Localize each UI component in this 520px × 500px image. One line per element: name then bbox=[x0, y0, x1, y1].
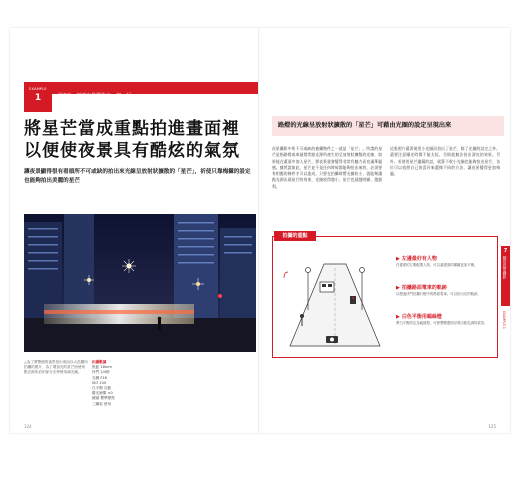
night-scene-illustration bbox=[24, 214, 256, 352]
spec-line: 焦距 18mm bbox=[92, 365, 112, 370]
spec-line: 光圈 F16 bbox=[92, 375, 107, 380]
shooting-points-tab bbox=[274, 231, 316, 241]
subhead-banner bbox=[272, 116, 504, 136]
point-desc: 在畫面的左側配置人物，可以讓畫面的構圖更加平衡。 bbox=[396, 263, 478, 267]
chapter-number: 7 bbox=[503, 248, 508, 254]
shooting-points-label: 拍攝的重點 bbox=[282, 233, 308, 239]
side-example-label: EXAMPLE 1 bbox=[502, 311, 506, 329]
arrow-right-icon: ▶ bbox=[396, 285, 400, 291]
point-people-left bbox=[396, 256, 496, 268]
body-column-1: 夜景攝影中所不可或缺的被攝物件之一就是「星芒」。所謂的星芒是指路燈或車頭燈等點光源所產生的呈放射狀擴散的光線，如果能在畫面中加入星芒，那夜景就會變得非常有魅力而充滿華麗感。雖然說如此，星芒並不是任何時候都能夠拍出來的，必須要有相應的條件才可以達成。只要在拍攝時將光圈收小，就能夠讓點光源出現星芒的效果，光圈收得越小，星芒也就越明顯、越銳利。 bbox=[272, 146, 382, 189]
photo-caption: △為了將整個的夜景拍出來而以大范圍所拍攝的照片，為了增加光的星芒而使用點光源所佔的部分光學使用減光鏡。 bbox=[24, 360, 88, 375]
point-desc: 以慢速快門拍攝行駛中的路面電車，可以拍出光的軌跡。 bbox=[396, 292, 481, 296]
spec-line: ISO 100 bbox=[92, 380, 107, 385]
spec-line: 白平衡 自動 bbox=[92, 386, 112, 391]
point-title: 左邊最好有人物 bbox=[401, 256, 437, 262]
page-number-right: 125 bbox=[488, 424, 496, 429]
night-street-photo bbox=[24, 214, 256, 352]
chapter-side-title: 創意夜景攝影 bbox=[503, 256, 508, 279]
headline-line-2: 以便使夜景具有酷炫的氣氛 bbox=[24, 141, 240, 161]
point-title: 拍攝路面電車的軌跡 bbox=[401, 285, 447, 291]
headline-line-1: 將星芒當成重點拍進畫面裡 bbox=[24, 119, 240, 139]
scene-diagram bbox=[280, 250, 390, 354]
right-page bbox=[260, 28, 510, 433]
left-page bbox=[10, 28, 260, 433]
chapter-side-tab bbox=[501, 246, 510, 306]
point-title: 白色平衡用鎢絲燈 bbox=[401, 314, 442, 320]
person-icon bbox=[300, 314, 304, 318]
example-number: 1 bbox=[34, 93, 42, 103]
chapter-label: 第7章 創意夜景攝影之一把一起 bbox=[58, 93, 132, 99]
headline bbox=[24, 118, 256, 162]
example-badge bbox=[24, 82, 52, 112]
chapter-bar bbox=[52, 82, 260, 99]
shooting-data-title: 拍攝數據 bbox=[92, 360, 107, 364]
spec-line: 曝光補償 ±0 bbox=[92, 391, 113, 396]
body-column-2: 這張照片藉著使用小光圈而拍出了星芒，除了光圈的設定之外，還要注意曝光時間不能太短，否則就無法拍出漂亮的效果。另外，若使用星芒濾鏡的話，就算不收小光圈也能夠拍出星芒，各位可以依照自己的喜好來選擇不同的方法，讓夜景變得更加絢麗。 bbox=[390, 146, 500, 177]
page-number-left: 124 bbox=[24, 424, 32, 429]
shooting-data bbox=[92, 360, 142, 407]
spec-line: 三腳架 使用 bbox=[92, 401, 112, 406]
point-white-balance bbox=[396, 314, 496, 326]
arrow-right-icon: ▶ bbox=[396, 314, 400, 320]
spec-line: 快門 1/4秒 bbox=[92, 370, 110, 375]
arrow-right-icon: ▶ bbox=[396, 256, 400, 262]
point-desc: 將白平衡設定為鎢絲燈，可使整體畫面呈現出藍色調的氣氛。 bbox=[396, 321, 488, 325]
example-label: EXAMPLE bbox=[29, 87, 47, 91]
spec-line: 鏡頭 標準變焦 bbox=[92, 396, 115, 401]
book-spread bbox=[10, 28, 510, 433]
subhead-text: 路燈的光線呈放射狀擴散的「星芒」可藉由光圈的設定呈現出來 bbox=[278, 122, 452, 129]
lead-paragraph: 讓夜景顯得很有看頭所不可或缺的拍出來光線呈放射狀擴散的「星芒」，祈使只靠梅攝的設定也能夠拍出美麗的星芒 bbox=[24, 169, 251, 184]
point-tram-trail bbox=[396, 285, 496, 297]
